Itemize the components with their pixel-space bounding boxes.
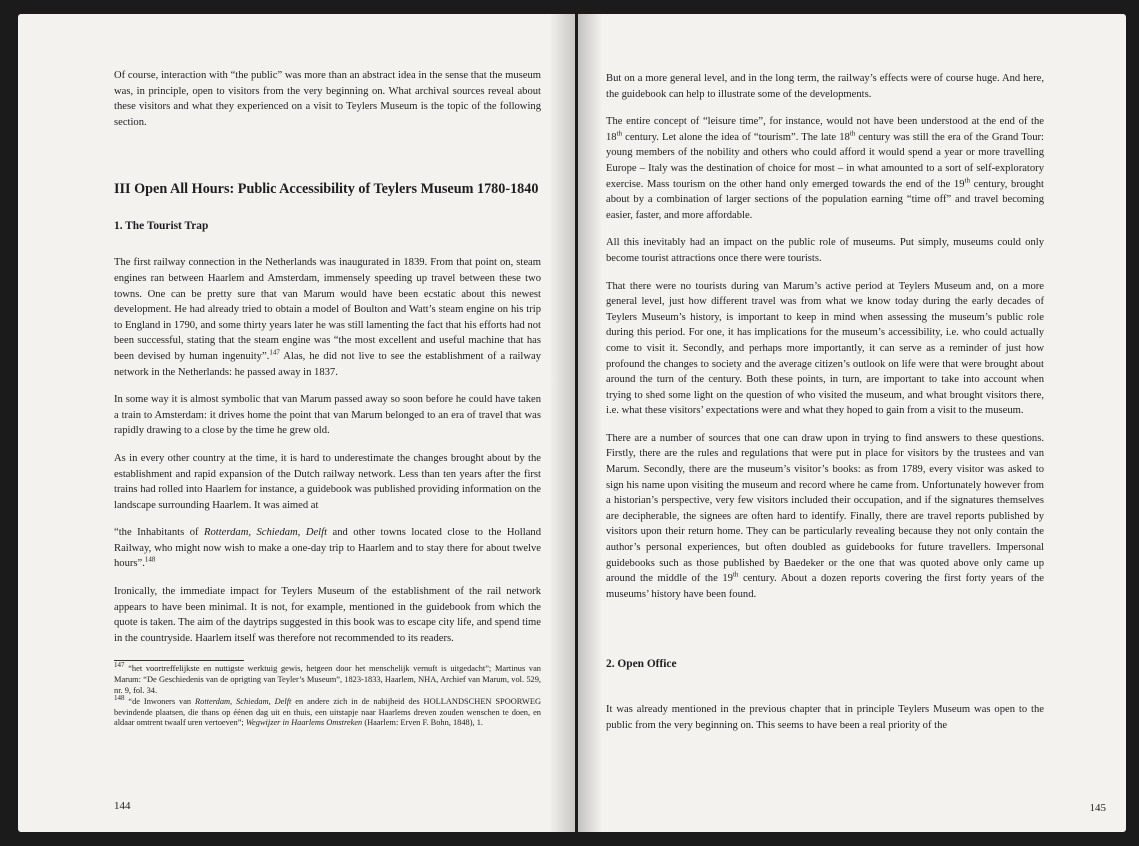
right-page [578,14,1126,832]
paragraph-text: century. Let alone the idea of “tourism”. The late 18 [622,131,850,143]
paragraph-text: Alas, he did not live to see the establishment of a railway network in the Netherlands: he passed away in 1837. [114,350,541,378]
left-page [18,14,575,832]
paragraph-general-level: But on a more general level, and in the long term, the railway’s effects were of course huge. And here, the guidebook can help to illustrate some of the developments. [606,73,1044,100]
block-quote [114,525,541,572]
chapter-heading: III Open All Hours: Public Accessibility of Teylers Museum 1780-1840 [114,181,539,198]
footnote-text: (Haarlem: Erven F. Bohn, 1848), 1. [362,718,483,728]
paragraph-text: There are a number of sources that one can draw upon in trying to find answers to these questions. Firstly, there are the rules and regulations that were put in place for visitors by the trustees and van Marum. Secondly, there are the museum’s visitor’s books: as from 1789, every visitor was asked to sign his name upon visiting the museum and record where he came from. Unfortunately however from a historian’s perspective, very few visitors included their occupation, and if the signatures themselves are decipherable, the signees are often hard to identify. Finally, there are travel reports published by visitors upon their return home. They can be particularly revealing because they not only contain the author’s personal experiences, but often doubled as guidebooks for future travellers. Impersonal guidebooks such as those published by Baedeker or the one that was quoted above only came up around the middle of the 19 [606,432,1044,585]
paragraph-sources [606,431,1044,603]
paragraph-no-tourists: That there were no tourists during van Marum’s active period at Teylers Museum and, on a more general level, just how different travel was from what we know today during the early decades of Teylers Museum’s history, is important to keep in mind when assessing the museum’s public role during this period. For one, it has implications for the museum’s accessibility, i.e. who could actually come to visit it. Secondly, and perhaps more importantly, it can serve as a reminder of just how profound the changes to society and the average citizen’s outlook on life were that were brought about around the turn of the century. Both these points, in turn, are important to take into account when trying to shed some light on the question of who visited the museum, and what brought visitors there, i.e. what these visitors’ expectations were and what they hoped to gain from a visit to the museum. [606,280,1044,417]
paragraph-text: century. About a dozen reports covering the first forty years of the museums’ history have been found. [606,573,1044,600]
paragraph-leisure-time [606,114,1044,223]
ordinal-suffix: th [616,129,623,138]
paragraph-impact: All this inevitably had an impact on the public role of museums. Put simply, museums could only become tourist attractions once there were tourists. [606,237,1044,264]
gutter-shadow [549,14,575,832]
right-text-column [606,71,1044,746]
footnote-number: 147 [114,661,125,670]
page-number: 144 [114,800,131,812]
footnote-147 [114,661,541,696]
footnote-book-title: Wegwijzer in Haarlems Omstreken [245,718,363,728]
paragraph-railway [114,255,541,380]
footnote-text: “de Inwoners van [124,696,196,706]
paragraph-symbolic: In some way it is almost symbolic that van Marum passed away so soon before he could have taken a train to Amsterdam: it drives home the point that van Marum belonged to an era of travel that was rapidly drawing to a close by the time he grew old. [114,394,541,437]
footnote-number: 148 [114,694,125,703]
paragraph-text: century was still the era of the Grand Tour: young members of the nobility and others who could afford it would spend a year or more travelling Europe – Italy was the destination of choice for most – in what amounted to a sort of self-exploratory exercise. Mass tourism on the other hand only emerged towards the end of the 19 [606,131,1044,190]
paragraph-open-office: It was already mentioned in the previous chapter that in principle Teylers Museum was open to the public from the very beginning on. This seems to have been a real priority of the [606,704,1044,731]
section-heading: 2. Open Office [606,658,677,671]
footnote-148 [114,694,541,729]
footnote-text: “het voortreffelijkste en nuttigste werktuig gewis, hetgeen door het menschelijk vernuft is uitgedacht”; Martinus van Marum: “De Geschiedenis van de oprigting van Teyler’s Museum”, 1823-1833, Haarlem, NHA, Archief van Marum, vol. 529, nr. 9, fol. 34. [114,664,541,696]
footnote-ref: 147 [269,348,280,357]
paragraph-changes: As in every other country at the time, it is hard to underestimate the changes brought about by the establishment and rapid expansion of the Dutch railway network. Less than ten years after the first trains had rolled into Haarlem for instance, a guidebook was published providing information on the landscape surrounding Haarlem. It was aimed at [114,452,541,511]
paragraph-text: The first railway connection in the Netherlands was inaugurated in 1839. From that point on, steam engines ran between Haarlem and Amsterdam, immensely speeding up travel between these two towns. One can be pretty sure that van Marum would have been ecstatic about this newest development. He had already tried to obtain a model of Boulton and Watt’s steam engine on his trip to England in 1790, and some thirty years later he was still lamenting the fact that his efforts had not been successful, stating that the steam engine was “the most excellent and useful machine that has been devised by human ingenuity”. [114,257,541,362]
ordinal-suffix: th [964,176,970,185]
ordinal-suffix: th [849,129,856,138]
intro-paragraph: Of course, interaction with “the public” was more than an abstract idea in the sense that the museum was, in principle, open to visitors from the very beginning on. What archival sources reveal about these visitors and what they experienced on a visit to Teylers Museum is the topic of the following section. [114,70,541,128]
footnote-ref: 148 [144,555,156,564]
paragraph-text: century, brought about by a combination of larger sections of the population earning “time off” and travel becoming easier, faster, and more affordable. [606,178,1044,221]
footnote-places: Rotterdam, Schiedam, Delft [195,696,292,706]
ordinal-suffix: th [732,570,739,579]
quote-places: Rotterdam, Schiedam, Delft [204,527,328,539]
quote-text: “the Inhabitants of [114,527,205,539]
gutter-shadow [578,14,602,832]
paragraph-ironically: Ironically, the immediate impact for Teylers Museum of the establishment of the rail network appears to have been minimal. It is not, for example, mentioned in the guidebook from which the quote is taken. The aim of the daytrips suggested in this book was to escape city life, and spend time in the countryside. Haarlem itself was therefore not recommended to its readers. [114,586,541,644]
section-heading: 1. The Tourist Trap [114,220,209,233]
footnote-text: en andere zich in de nabijheid des HOLLANDSCHEN SPOORWEG bevindende plaatsen, die thans op éénen dag uit en thuis, een uitstapje naar Haarlems dreven zouden wenschen te doen, en aldaar omtrent twaalf uren vertoeven”; [114,696,541,728]
paragraph-text: The entire concept of “leisure time”, for instance, would not have been understood at the end of the 18 [606,116,1044,143]
footnote-separator [114,660,244,661]
page-number: 145 [1089,802,1106,814]
left-text-column [114,68,541,729]
quote-text: and other towns located close to the Holland Railway, who might now wish to make a one-day trip to Haarlem and to stay there for about twelve hours”. [114,527,541,570]
